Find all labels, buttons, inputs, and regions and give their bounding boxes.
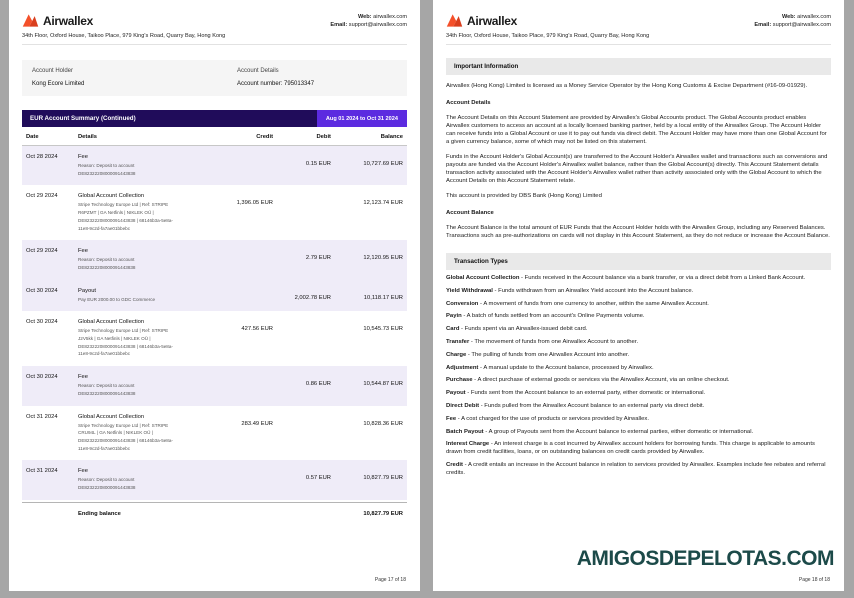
transaction-reference: 11e8-9c2d-fa7ae01bbebc (78, 225, 131, 231)
transaction-row (22, 146, 407, 185)
transaction-type-item: Yield Withdrawal - Funds withdrawn from an Airwallex Yield account into the Account balance. (446, 287, 694, 294)
transaction-debit: 2,002.78 EUR (294, 294, 331, 301)
transaction-details (74, 248, 215, 272)
transaction-row (22, 460, 407, 499)
important-information-header: Important Information (446, 58, 831, 75)
transaction-type-item: Interest Charge - An interest charge is a cost incurred by Airwallex account holders for borrowing funds. This charge is applicable to amounts drawn from credit facilities, loans, or on outstanding balances on credit cards provided by Airwallex. (446, 441, 815, 456)
transaction-type-term: Batch Payout (446, 428, 484, 435)
transaction-details (74, 468, 215, 492)
transaction-details (74, 154, 215, 178)
transaction-type-term: Adjustment (446, 364, 479, 371)
brand-name: Airwallex (43, 13, 93, 28)
table-header-row (22, 127, 407, 146)
transaction-credit: 283.49 EUR (241, 420, 273, 427)
transaction-debit (277, 193, 335, 233)
transaction-reference: Pay EUR 2000.00 to GDC Commerce (78, 296, 156, 302)
transaction-type-term: Payout (446, 390, 466, 397)
transaction-balance: 10,118.17 EUR (363, 294, 403, 301)
transaction-reference: Reason: Deposit to account (78, 477, 135, 483)
ending-balance-value: 10,827.79 EUR (363, 510, 403, 517)
transaction-debit: 0.57 EUR (305, 475, 331, 482)
transaction-type-term: Fee (446, 415, 457, 422)
info-paragraph: The Account Balance is the total amount of EUR Funds that the Account Holder holds with the Airwallex Group, including any Reserved Balances. Transactions such as pre-authorizations on cards will not display in this Account Statement, as they do not reduce or increase the Account Balance. (446, 225, 830, 239)
page-number: Page 17 of 18 (374, 577, 406, 583)
transaction-credit (215, 468, 277, 492)
transaction-reference: Stripe Technology Europe Ltd | Ref: STRIPE (78, 422, 169, 428)
transaction-type-item: Charge - The pulling of funds from one Airwallex Account into another. (446, 351, 630, 358)
info-subheading: Account Details (446, 100, 491, 106)
transaction-type-item: Transfer - The movement of funds from one Airwallex Account to another. (446, 338, 639, 345)
transaction-type-item: Adjustment - A manual update to the Account balance, processed by Airwallex. (446, 364, 654, 371)
web-value: airwallex.com (797, 14, 831, 20)
transaction-type-term: Conversion (446, 300, 479, 307)
transaction-type-item: Credit - A credit entails an increase in the Account balance in relation to services provided by Airwallex. Examples include fee rebates and referral credits. (446, 461, 826, 476)
transaction-type-item: Card - Funds spent via an Airwallex-issued debit card. (446, 326, 588, 333)
transaction-date: Oct 28 2024 (26, 154, 58, 160)
ending-credit-cell (215, 511, 277, 517)
transaction-reference: Reason: Deposit to account (78, 163, 135, 168)
account-details-cell (237, 68, 397, 87)
transaction-type-term: Interest Charge (446, 441, 490, 448)
transaction-row (22, 240, 407, 279)
transaction-credit (215, 248, 277, 272)
transaction-row (22, 311, 407, 366)
transaction-credit: 1,396.05 EUR (236, 200, 273, 207)
transaction-reference: J2V5kk | GA Netfinls | NIKLEK OÜ | (78, 336, 151, 342)
info-paragraph: Funds in the Account Holder's Global Account(s) are transferred to the Account Holder's Airwallex wallet and transactions such as conversions and payouts are funded via the Account Holder's Airwallex wallet balance, rather than the Global Account(s) directly. This Account Statement details transaction activity associated with the Account Holder's Airwallex wallet rather than activity associated only with the Global Account to which the Account Details on this Account Statement relate. (446, 154, 828, 184)
transaction-reference: DE82322208000091443838 (78, 485, 136, 491)
transaction-details (74, 319, 215, 359)
column-header-details: Details (78, 134, 98, 140)
transaction-type-term: Charge (446, 351, 467, 358)
transaction-debit (277, 414, 335, 454)
airwallex-logo-icon (446, 13, 463, 28)
transaction-balance: 10,727.69 EUR (363, 161, 403, 167)
transaction-type-term: Direct Debit (446, 402, 480, 409)
transaction-type-item: Purchase - A direct purchase of external goods or services via the Airwallex Account, via an online checkout. (446, 377, 730, 384)
account-summary-box (22, 60, 407, 96)
transaction-type: Global Account Collection (78, 319, 145, 326)
transaction-reference: DE82322208000091443838 (78, 264, 136, 270)
page-header (446, 13, 831, 29)
transaction-types-header: Transaction Types (446, 253, 831, 270)
contact-web (754, 13, 831, 21)
page-header (22, 13, 407, 29)
ending-debit-cell (277, 511, 335, 517)
ending-balance-row (22, 502, 407, 525)
web-label: Web: (357, 14, 372, 20)
transaction-rows (22, 146, 407, 500)
transaction-type-item: Direct Debit - Funds pulled from the Airwallex Account balance to an external party via direct debit. (446, 402, 705, 409)
transaction-reference: Reason: Deposit to account (78, 383, 135, 389)
transaction-types-list (446, 275, 831, 478)
account-number-value: Account number: 795013347 (237, 81, 315, 87)
transaction-balance: 12,120.95 EUR (363, 255, 403, 262)
company-address: 34th Floor, Oxford House, Taikoo Place, 979 King's Road, Quarry Bay, Hong Kong (446, 33, 650, 39)
transaction-debit: 0.15 EUR (305, 161, 331, 167)
transaction-date: Oct 30 2024 (26, 287, 58, 294)
company-address: 34th Floor, Oxford House, Taikoo Place, 979 King's Road, Quarry Bay, Hong Kong (22, 33, 226, 39)
transaction-details (74, 288, 215, 305)
transaction-type-item: Payin - A batch of funds settled from an account's Online Payments volume. (446, 313, 645, 320)
account-holder-value: Kong Ecore Limited (32, 81, 85, 87)
transaction-debit (277, 319, 335, 359)
transaction-reference: DE82322208000091443838 | 68146b3a-5e8a- (78, 437, 173, 443)
transaction-row (22, 366, 407, 405)
transaction-reference: DE82322208000091443838 (78, 390, 136, 396)
transaction-type-item: Batch Payout - A group of Payouts sent from the Account balance to external parties, either domestic or international. (446, 428, 754, 435)
header-divider (446, 44, 831, 45)
transaction-date: Oct 29 2024 (26, 248, 58, 255)
contact-info (754, 13, 831, 29)
transaction-row (22, 280, 407, 312)
transaction-type-term: Transfer (446, 338, 470, 345)
transaction-date: Oct 31 2024 (26, 468, 58, 475)
transaction-row (22, 406, 407, 461)
ending-balance-label: Ending balance (78, 510, 121, 517)
email-label: Email: (754, 22, 772, 28)
account-details-label: Account Details (237, 68, 279, 74)
transaction-type-term: Purchase (446, 377, 473, 384)
transaction-type: Global Account Collection (78, 193, 145, 200)
transaction-reference: R6PZMT | GA Netfinls | NIKLEK OÜ | (78, 210, 154, 216)
column-header-debit: Debit (316, 134, 331, 140)
transaction-row (22, 185, 407, 240)
transaction-type: Fee (78, 374, 88, 381)
email-value: support@airwallex.com (348, 22, 407, 28)
transaction-credit (215, 288, 277, 305)
transaction-type-item: Payout - Funds sent from the Account balance to an external party, either domestic or international. (446, 390, 706, 397)
transaction-type-item: Fee - A cost charged for the use of products or services provided by Airwallex. (446, 415, 650, 422)
transaction-balance: 10,544.87 EUR (363, 381, 403, 388)
eur-summary-bar (22, 110, 407, 127)
summary-period: Aug 01 2024 to Oct 31 2024 (317, 110, 407, 127)
email-value: support@airwallex.com (772, 22, 831, 28)
airwallex-logo-icon (22, 13, 39, 28)
transaction-reference: DE82322208000091443838 | 68146b3a-5e8a- (78, 343, 173, 349)
column-header-credit: Credit (256, 134, 273, 140)
info-subheading: Account Balance (446, 210, 494, 216)
statement-page-18 (433, 0, 844, 591)
transaction-type-term: Yield Withdrawal (446, 287, 493, 294)
page-number: Page 18 of 18 (798, 577, 830, 583)
transaction-type: Payout (78, 287, 97, 294)
transaction-credit (215, 374, 277, 398)
transaction-type: Fee (78, 154, 88, 160)
transaction-type: Global Account Collection (78, 413, 145, 420)
transaction-type-term: Card (446, 326, 460, 333)
transaction-reference: 11e8-9c2d-fa7ae01bbebc (78, 351, 131, 357)
info-paragraph: The Account Details on this Account Statement are provided by Airwallex's Global Accounts product. The Global Accounts product enables Airwallex customers to access an account at a locally licensed banking partner, held by a local entity of the Airwallex Group. The Account Holder can receive funds into a Global Account or use it to pay out funds via direct debit. The Account Holder may have more than one Global Account for a given currency balance, some of which may not be listed on this statement. (446, 115, 827, 145)
watermark: AMIGOSDEPELOTAS.COM (576, 547, 834, 570)
transaction-details (74, 414, 215, 454)
brand-name: Airwallex (467, 13, 517, 28)
contact-web (330, 13, 407, 21)
transaction-balance: 10,827.79 EUR (363, 475, 403, 482)
web-value: airwallex.com (373, 14, 407, 20)
transaction-reference: 11e8-9c2d-fa7ae01bbebc (78, 445, 131, 451)
transaction-details (74, 193, 215, 233)
web-label: Web: (781, 14, 796, 20)
airwallex-brand (22, 13, 93, 28)
transaction-debit: 2.79 EUR (305, 255, 331, 262)
transaction-balance: 10,828.36 EUR (363, 420, 403, 427)
email-label: Email: (330, 22, 348, 28)
transaction-reference: Stripe Technology Europe Ltd | Ref: STRIPE (78, 202, 169, 208)
transaction-reference: DE82322208000091443838 | 68146b3a-5e8a- (78, 217, 173, 223)
transaction-reference: Stripe Technology Europe Ltd | Ref: STRIPE (78, 328, 169, 334)
transaction-type-term: Payin (446, 313, 462, 320)
transaction-credit: 427.56 EUR (241, 326, 273, 333)
transaction-balance: 12,123.74 EUR (363, 200, 403, 207)
transaction-type-term: Credit (446, 461, 464, 468)
transaction-type: Fee (78, 468, 88, 475)
important-information-body (446, 82, 831, 240)
ending-date-cell (22, 511, 74, 517)
summary-title: EUR Account Summary (Continued) (30, 115, 136, 122)
contact-email (754, 21, 831, 29)
column-header-date: Date (26, 134, 39, 140)
transaction-reference: Reason: Deposit to account (78, 257, 135, 263)
transaction-debit: 0.86 EUR (305, 381, 331, 388)
transaction-reference: CRU94L | GA Netfinls | NIKLEK OÜ | (78, 430, 153, 436)
account-holder-cell (32, 68, 237, 87)
header-divider (22, 44, 407, 45)
info-paragraph: Airwallex (Hong Kong) Limited is licensed as a Money Service Operator by the Hong Kong Customs & Excise Department (#16-09-01929). (446, 83, 808, 89)
airwallex-brand (446, 13, 517, 28)
transaction-date: Oct 29 2024 (26, 193, 58, 200)
contact-email (330, 21, 407, 29)
transaction-balance: 10,545.73 EUR (363, 326, 403, 333)
transaction-type-term: Global Account Collection (446, 275, 520, 281)
contact-info (330, 13, 407, 29)
account-holder-label: Account Holder (32, 68, 74, 74)
transaction-credit (215, 154, 277, 178)
statement-page-17 (9, 0, 420, 591)
transaction-date: Oct 30 2024 (26, 374, 58, 381)
transaction-date: Oct 31 2024 (26, 413, 58, 420)
info-paragraph: This account is provided by DBS Bank (Hong Kong) Limited (446, 193, 602, 199)
transaction-date: Oct 30 2024 (26, 319, 58, 326)
transaction-type-item: Global Account Collection - Funds received in the Account balance via a bank transfer, or via a direct debit from a Linked Bank Account. (446, 275, 806, 281)
column-header-balance: Balance (380, 134, 403, 140)
transaction-details (74, 374, 215, 398)
transaction-type: Fee (78, 248, 88, 255)
transaction-type-item: Conversion - A movement of funds from one currency to another, within the same Airwallex Account. (446, 300, 709, 307)
transaction-reference: DE82322208000091443838 (78, 170, 136, 176)
